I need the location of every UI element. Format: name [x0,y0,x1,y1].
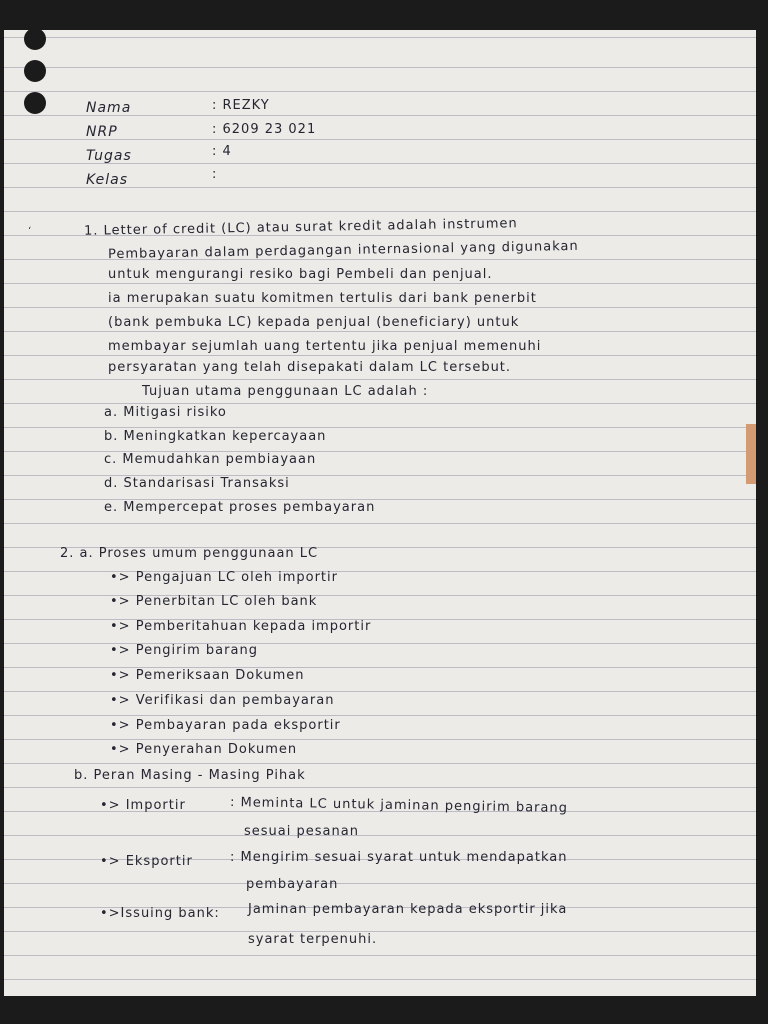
q1-goal-item: a. Mitigasi risiko [104,405,227,420]
q2b-role-desc: Jaminan pembayaran kepada eksportir jika [248,902,568,917]
q2a-step: •> Penerbitan LC oleh bank [110,594,318,609]
q1-line: membayar sejumlah uang tertentu jika penjual memenuhi [108,339,542,354]
class-value: : [212,167,218,182]
q2b-role: •> Importir [100,798,186,813]
notebook-page [4,30,756,996]
q1-line: 1. Letter of credit (LC) atau surat kredit adalah instrumen [83,216,518,239]
name-value: : REZKY [212,98,270,113]
task-value: : 4 [212,144,232,159]
nrp-label: NRP [86,124,118,140]
task-label: Tugas [86,148,132,164]
page-tab [746,424,756,484]
q2b-title: b. Peran Masing - Masing Pihak [74,768,306,783]
q2a-step: •> Penyerahan Dokumen [110,742,298,757]
q1-goal-item: c. Memudahkan pembiayaan [104,452,317,467]
q2a-step: •> Verifikasi dan pembayaran [110,693,335,708]
q2a-title: 2. a. Proses umum penggunaan LC [60,546,319,561]
q1-line: persyaratan yang telah disepakati dalam LC tersebut. [108,360,512,375]
q2a-step: •> Pengirim barang [110,643,258,658]
q2a-step: •> Pembayaran pada eksportir [110,718,341,733]
q1-line: untuk mengurangi resiko bagi Pembeli dan penjual. [108,267,493,282]
q2a-step: •> Pengajuan LC oleh importir [110,570,338,585]
class-label: Kelas [86,172,129,188]
q1-line: Pembayaran dalam perdagangan internasional yang digunakan [107,238,579,263]
q1-goal-item: e. Mempercepat proses pembayaran [104,500,376,515]
binder-hole [24,30,46,50]
q2b-role: •>Issuing bank: [100,906,220,921]
q2b-role-desc: syarat terpenuhi. [248,932,378,947]
q1-goal-intro: Tujuan utama penggunaan LC adalah : [142,384,429,399]
q1-line: ia merupakan suatu komitmen tertulis dari bank penerbit [108,291,537,306]
q2b-role-desc: : Mengirim sesuai syarat untuk mendapatkan [230,850,568,865]
binder-hole [24,60,46,82]
q1-line: (bank pembuka LC) kepada penjual (beneficiary) untuk [108,315,520,330]
margin-mark: ‘ [28,226,32,237]
binder-hole [24,92,46,114]
q2b-role-desc: sesuai pesanan [244,824,359,839]
nrp-value: : 6209 23 021 [212,122,317,137]
q2b-role-desc: : Meminta LC untuk jaminan pengirim barang [229,795,569,816]
name-label: Nama [86,100,132,116]
q1-goal-item: b. Meningkatkan kepercayaan [104,429,327,444]
q1-goal-item: d. Standarisasi Transaksi [104,476,290,491]
q2b-role: •> Eksportir [100,854,193,869]
q2a-step: •> Pemberitahuan kepada importir [110,619,372,634]
q2b-role-desc: pembayaran [246,877,339,892]
q2a-step: •> Pemeriksaan Dokumen [110,668,305,683]
